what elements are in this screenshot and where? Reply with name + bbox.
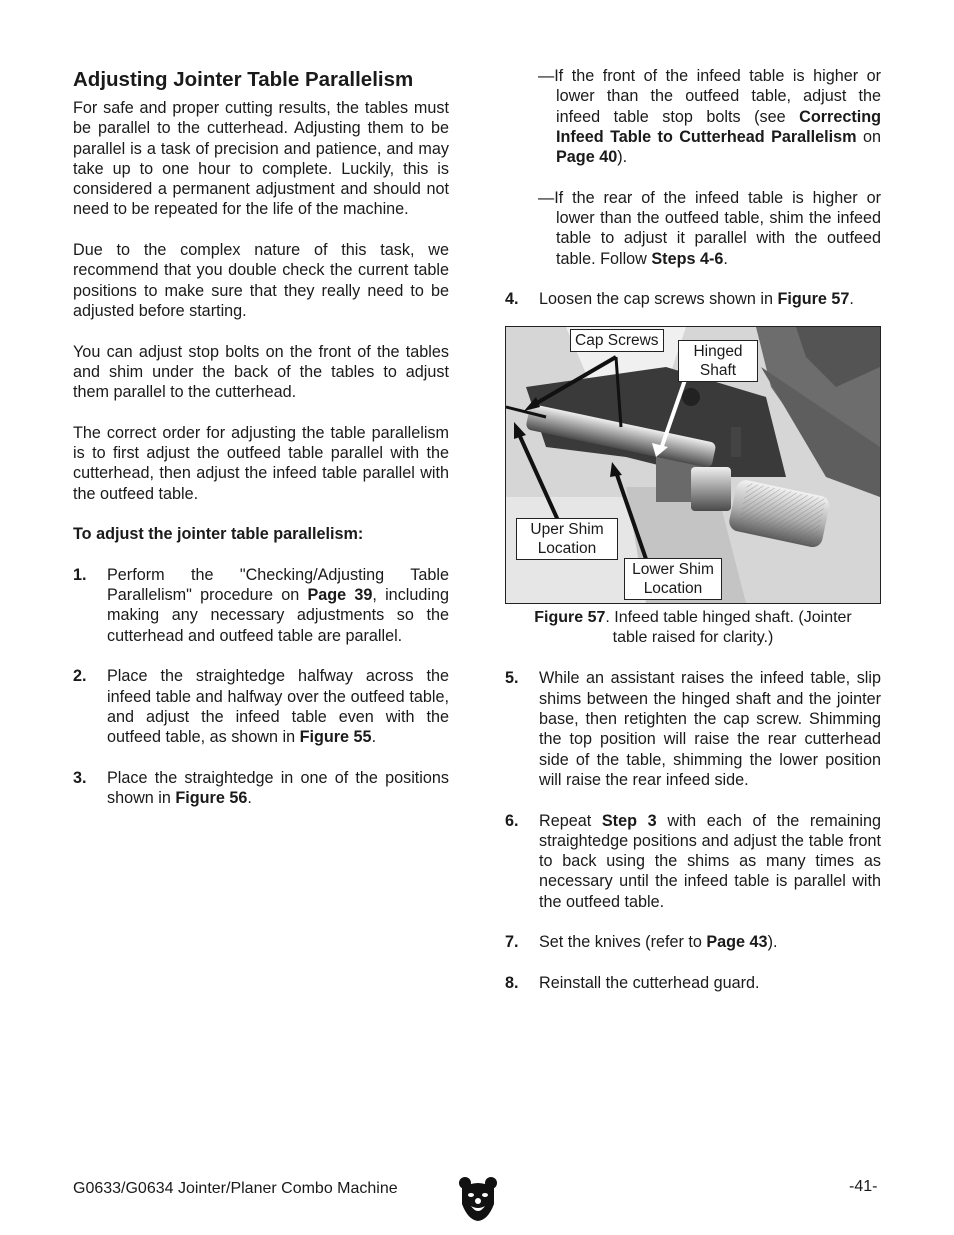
rear-higher-note <box>538 188 881 269</box>
step-number: 6. <box>505 811 519 830</box>
step-text <box>539 811 881 912</box>
step-text-part: Loosen the cap screws shown in <box>539 290 778 309</box>
callout-line: Uper Shim <box>530 520 604 538</box>
callout-hinged-shaft <box>678 340 758 382</box>
stop-bolt-paragraph: You can adjust stop bolts on the front of the tables and shim under the back of the tables to adjust them parallel to the cutterhead. <box>73 342 449 402</box>
step-3 <box>73 768 449 809</box>
step-number: 5. <box>505 669 519 688</box>
footer-model: G0633/G0634 Jointer/Planer Combo Machine <box>73 1180 398 1197</box>
page-number: -41- <box>849 1178 878 1195</box>
step-text-part: . <box>849 290 854 309</box>
page-reference: Page 43 <box>706 933 768 952</box>
step-text <box>539 289 881 309</box>
front-higher-note <box>538 66 881 167</box>
step-text-part: . <box>247 789 252 808</box>
step-text-part: Perform the "Checking/Adjusting Table Parallelism" procedure on <box>107 565 449 605</box>
figure-57-caption <box>505 608 881 649</box>
step-text <box>107 666 449 747</box>
step-text: While an assistant raises the infeed table, slip shims between the hinged shaft and the jointer base, then retighten the cap screw. Shimming the top position will raise the rear cutterhead side of the table, shimming the lower position will raise the rear infeed side. <box>539 669 881 789</box>
callout-line: Hinged <box>693 342 743 360</box>
step-text-part: with each of the remaining straightedge positions and adjust the table front to back using the shims as many times as necessary until the infeed table is parallel with the outfeed table. <box>539 811 881 911</box>
caption-text: . Infeed table hinged shaft. (Jointer table raised for clarity.) <box>605 608 852 646</box>
intro-paragraph: For safe and proper cutting results, the tables must be parallel to the cutterhead. Adjusting them to be parallel is a task of precision and patience, and may take up to one hour to complete. Luckily, this is considered a permanent adjustment and should not need to be repeated for the life of the machine. <box>73 99 449 219</box>
step-number: 2. <box>73 667 87 686</box>
step-text-part: . <box>371 728 377 747</box>
figure-57-photo <box>505 326 881 604</box>
step-text-part: Place the straightedge in one of the positions shown in <box>107 768 449 808</box>
step-text <box>539 932 881 952</box>
callout-line: Lower Shim <box>632 560 714 578</box>
callout-lower-shim <box>624 558 722 600</box>
section-heading: Adjusting Jointer Table Parallelism <box>73 68 414 91</box>
page-reference: Page 40 <box>556 148 618 167</box>
step-4 <box>505 289 881 309</box>
callout-upper-shim <box>516 518 618 560</box>
step-number: 7. <box>505 933 519 952</box>
step-text: Reinstall the cutterhead guard. <box>539 973 760 992</box>
step-text-part: Repeat <box>539 811 602 830</box>
step-text-part: , including making any necessary adjustments so the cutterhead and outfeed table are parallel. <box>107 586 449 645</box>
step-2 <box>73 666 449 747</box>
step-5 <box>505 668 881 790</box>
left-column <box>73 66 449 829</box>
note-text: on <box>856 127 881 146</box>
figure-reference: Figure 57 <box>777 290 850 309</box>
step-number: 8. <box>505 973 519 992</box>
step-6 <box>505 811 881 912</box>
note-text: . <box>723 249 728 268</box>
section-reference: Correcting Infeed Table to Cutterhead Parallelism <box>556 107 881 146</box>
order-paragraph: The correct order for adjusting the table parallelism is to first adjust the outfeed table parallel with the cutterhead, then adjust the infeed table parallel with the outfeed table. <box>73 423 449 503</box>
step-number: 3. <box>73 768 87 787</box>
callout-cap-screws: Cap Screws <box>570 329 664 352</box>
callout-line: Location <box>537 539 597 557</box>
step-text <box>107 565 449 646</box>
step-1 <box>73 565 449 646</box>
callout-line: Location <box>643 579 703 597</box>
step-number: 1. <box>73 565 87 584</box>
complexity-paragraph: Due to the complex nature of this task, we recommend that you double check the current table positions to make sure that they really need to be adjusted before starting. <box>73 241 449 320</box>
step-7 <box>505 932 881 952</box>
figure-label: Figure 57 <box>534 608 606 626</box>
procedure-subheading: To adjust the jointer table parallelism: <box>73 525 364 544</box>
note-text: —If the rear of the infeed table is higher or lower than the outfeed table, shim the infeed table to adjust it parallel with the outfeed table. Follow <box>538 188 881 268</box>
step-text-part: Set the knives (refer to <box>539 933 707 952</box>
step-8 <box>505 973 881 993</box>
step-number: 4. <box>505 290 519 309</box>
step-reference: Step 3 <box>601 811 657 830</box>
steps-reference: Steps 4-6 <box>651 249 724 268</box>
right-column <box>505 66 881 1014</box>
figure-reference: Figure 55 <box>299 728 372 747</box>
note-text: —If the front of the infeed table is higher or lower than the outfeed table, adjust the infeed table stop bolts (see <box>538 67 881 126</box>
step-text-part: ). <box>767 933 778 952</box>
figure-reference: Figure 56 <box>175 789 248 808</box>
note-text: ). <box>617 148 628 167</box>
step-text-part: Place the straightedge halfway across the infeed table and halfway over the outfeed table, and adjust the infeed table even with the outfeed table, as shown in <box>107 667 449 747</box>
callout-line: Shaft <box>699 361 737 379</box>
step-text <box>107 768 449 809</box>
page-reference: Page 39 <box>307 586 373 605</box>
bear-head-icon <box>458 1176 498 1222</box>
